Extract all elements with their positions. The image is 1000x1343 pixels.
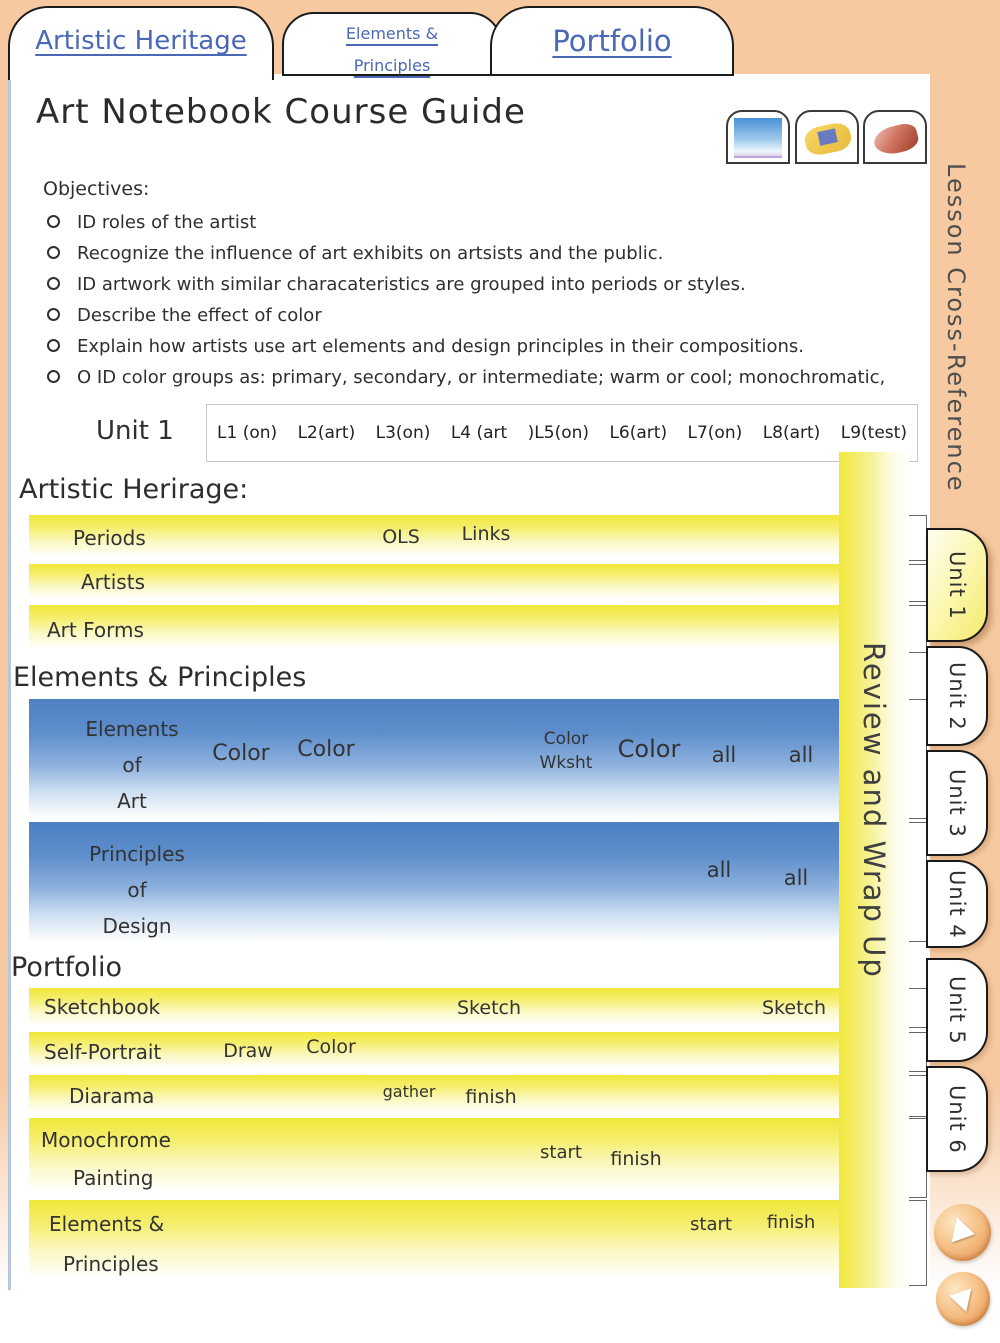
row-cell: Draw — [223, 1040, 273, 1062]
row-elements-and-principles — [29, 1200, 927, 1286]
lesson-header: L8(art) — [762, 423, 821, 443]
row-cell: all — [711, 743, 737, 767]
row-label: Monochrome — [41, 1128, 171, 1152]
row-principles-of-design-bar — [29, 822, 845, 942]
row-cell: Links — [461, 523, 511, 545]
row-self-portrait-bar — [29, 1032, 845, 1072]
row-diarama-bar — [29, 1075, 845, 1117]
tab-portfolio-label: Portfolio — [552, 24, 672, 58]
bullet-circle-icon — [47, 277, 60, 290]
section-heading-portfolio: Portfolio — [11, 952, 123, 983]
row-monochrome-painting — [29, 1118, 927, 1198]
row-label: Art Forms — [47, 618, 144, 642]
triangle-right-icon — [952, 1217, 978, 1247]
objective-item: ID artwork with similar characateristics are grouped into periods or styles. — [77, 274, 746, 295]
row-cell: all — [788, 743, 814, 767]
bullet-circle-icon — [47, 246, 60, 259]
side-tab-unit-4-label: Unit 4 — [945, 869, 969, 939]
row-label: Sketchbook — [44, 995, 161, 1019]
objective-item: O ID color groups as: primary, secondary, or intermediate; warm or cool; monochromatic, — [77, 367, 886, 388]
lesson-header-row — [206, 404, 918, 462]
unit-1-label: Unit 1 — [96, 416, 174, 446]
tab-elements-principles[interactable] — [282, 12, 502, 76]
bullet-circle-icon — [47, 339, 60, 352]
section-heading-elements-principles: Elements & Principles — [13, 662, 307, 693]
lesson-header: L6(art) — [609, 423, 668, 443]
review-wrap-up-column — [839, 452, 909, 1288]
objective-item: ID roles of the artist — [77, 212, 257, 233]
lesson-header: L2(art) — [297, 423, 356, 443]
row-elements-of-art — [29, 699, 927, 819]
row-cell: finish — [610, 1148, 662, 1170]
objective-item: Explain how artists use art elements and design principles in their compositions. — [77, 336, 805, 357]
previous-page-button[interactable] — [936, 1272, 990, 1326]
side-tab-unit-3-label: Unit 3 — [945, 768, 969, 838]
side-tab-unit-5[interactable] — [926, 958, 988, 1062]
row-artists — [29, 564, 927, 602]
triangle-left-icon — [947, 1284, 972, 1312]
row-cell: Color — [212, 741, 270, 766]
row-label: Artists — [81, 570, 145, 594]
row-art-forms-bar — [29, 605, 845, 653]
shoe-icon — [871, 118, 919, 158]
mini-tab-picture[interactable] — [726, 110, 790, 164]
row-periods-bar — [29, 515, 845, 561]
mini-tab-sponge[interactable] — [795, 110, 859, 164]
lesson-header: L9(test) — [840, 423, 907, 443]
bullet-circle-icon — [47, 308, 60, 321]
lesson-header: )L5(on) — [527, 423, 590, 443]
row-cell: all — [706, 858, 732, 882]
row-principles-of-design — [29, 822, 927, 942]
objectives-heading: Objectives: — [43, 178, 150, 200]
side-tab-unit-3[interactable] — [926, 750, 988, 856]
tab-elements-principles-label-line1: Elements & — [345, 24, 439, 43]
lesson-header: L3(on) — [375, 423, 431, 443]
bullet-circle-icon — [47, 370, 60, 383]
row-art-forms — [29, 605, 927, 653]
side-tab-unit-6[interactable] — [926, 1066, 988, 1172]
bullet-circle-icon — [47, 215, 60, 228]
section-heading-artistic-heritage: Artistic Herirage: — [19, 474, 249, 505]
row-cell: gather — [382, 1082, 436, 1101]
side-tab-unit-5-label: Unit 5 — [945, 975, 969, 1045]
side-tab-unit-1[interactable] — [926, 528, 988, 642]
row-self-portrait — [29, 1032, 927, 1072]
row-label: Periods — [73, 526, 146, 550]
next-page-button[interactable] — [934, 1204, 991, 1261]
row-label-stack: Principles of Design — [89, 842, 185, 938]
row-label: Self-Portrait — [44, 1040, 162, 1064]
row-cell: start — [690, 1214, 732, 1235]
row-artists-bar — [29, 564, 845, 602]
course-guide-page — [8, 74, 930, 1290]
row-label: Diarama — [69, 1084, 155, 1108]
side-tab-unit-2-label: Unit 2 — [945, 661, 969, 731]
row-label: Elements & — [49, 1212, 165, 1236]
lesson-cross-reference-label: Lesson Cross-Reference — [942, 163, 970, 493]
row-sketchbook-bar — [29, 988, 845, 1028]
lesson-header: L7(on) — [687, 423, 743, 443]
row-cell: finish — [465, 1086, 517, 1108]
row-sketchbook — [29, 988, 927, 1028]
review-wrap-up-label: Review and Wrap Up — [857, 642, 891, 979]
row-cell: start — [540, 1142, 582, 1163]
tab-elements-principles-label-line2: Principles — [353, 56, 431, 75]
lesson-header: L4 (art — [450, 423, 508, 443]
row-cell: Sketch — [761, 997, 827, 1019]
row-cell: Color — [306, 1036, 356, 1058]
side-tab-unit-4[interactable] — [926, 860, 988, 948]
side-tab-unit-1-label: Unit 1 — [945, 550, 969, 620]
row-cell: finish — [766, 1212, 816, 1233]
row-cell: Sketch — [456, 997, 522, 1019]
row-label: Painting — [73, 1166, 154, 1190]
row-cell: Color — [297, 737, 355, 762]
row-periods — [29, 515, 927, 561]
tab-artistic-heritage[interactable] — [8, 6, 274, 80]
row-diarama — [29, 1075, 927, 1117]
row-label: Principles — [63, 1252, 159, 1276]
side-tab-unit-2[interactable] — [926, 646, 988, 746]
side-tab-unit-6-label: Unit 6 — [945, 1084, 969, 1154]
row-cell: Color — [617, 735, 681, 763]
row-elements-of-art-bar — [29, 699, 845, 819]
objective-item: Describe the effect of color — [77, 305, 322, 326]
page-title: Art Notebook Course Guide — [36, 92, 526, 132]
row-cell: Color Wksht — [539, 729, 593, 773]
row-cell: all — [783, 866, 809, 890]
mini-tab-shoe[interactable] — [863, 110, 927, 164]
row-elements-and-principles-bar — [29, 1200, 845, 1286]
row-cell: OLS — [382, 526, 420, 548]
tab-portfolio[interactable] — [490, 6, 734, 76]
objective-item: Recognize the influence of art exhibits on artsists and the public. — [77, 243, 664, 264]
row-label-stack: Elements of Art — [85, 717, 179, 813]
tab-artistic-heritage-label: Artistic Heritage — [35, 26, 247, 56]
sponge-icon — [803, 118, 851, 158]
lesson-header: L1 (on) — [217, 423, 278, 443]
row-monochrome-painting-bar — [29, 1118, 845, 1198]
landscape-picture-icon — [734, 118, 782, 158]
